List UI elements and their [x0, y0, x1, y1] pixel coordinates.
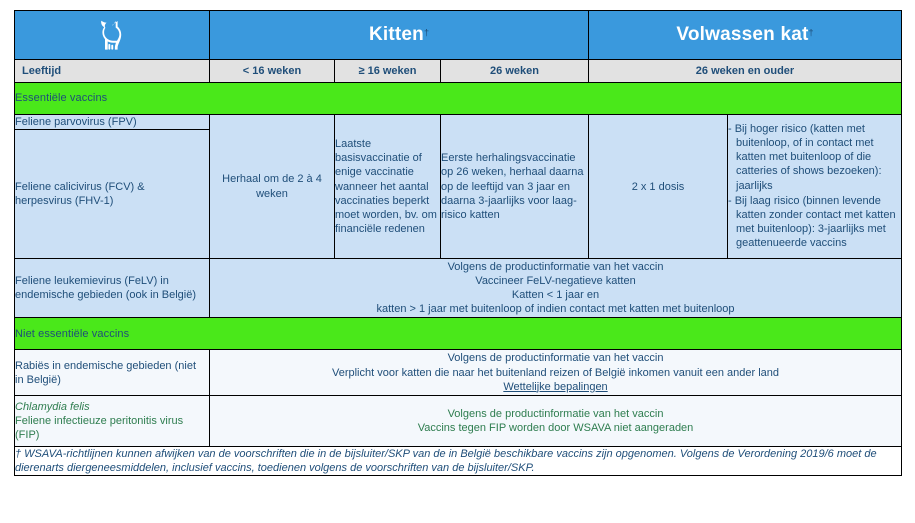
footnote-row	[15, 447, 902, 476]
vaccination-schedule-table	[14, 10, 902, 476]
row-chlamydia-fip-text-line2: Vaccins tegen FIP worden door WSAVA niet aangeraden	[417, 422, 694, 435]
header-adult-cell	[589, 11, 902, 60]
row-chlamydia-fip	[15, 396, 902, 447]
row-chlamydia-fip-text	[210, 396, 902, 447]
row-rabies-text	[210, 350, 902, 396]
row-felv-text	[210, 259, 902, 318]
row-fcv-label-line1: Feliene calicivirus (FCV) &	[15, 181, 145, 193]
row-fpv-label: Feliene parvovirus (FPV)	[15, 115, 210, 130]
header-adult-label: Volwassen kat	[676, 23, 809, 45]
row-fcv-label-line2: herpesvirus (FHV-1)	[15, 195, 114, 208]
row-felv-label-line2: endemische gebieden (ook in België)	[15, 289, 197, 302]
row-fcv-over16: Laatste basisvaccinatie of enige vaccinatie wanneer het aantal vaccinaties beperkt moet worden, bv. om financiële redenen	[335, 115, 441, 259]
row-felv-text-line2: Vaccineer FeLV-negatieve katten	[475, 275, 636, 287]
row-chlamydia-fip-text-line1: Volgens de productinformatie van het vaccin	[447, 408, 664, 420]
row-chlamydia-label-line1: Chlamydia felis	[15, 400, 90, 413]
section-core-row	[15, 83, 902, 115]
header-cat-icon-cell	[15, 11, 210, 60]
header-kitten-dagger: †	[423, 27, 430, 38]
row-rabies-text-line1: Volgens de productinformatie van het vaccin	[447, 352, 664, 365]
row-fcv-label	[15, 130, 210, 259]
row-fip-label-line2: Feliene infectieuze peritonitis virus	[15, 415, 184, 428]
row-felv	[15, 259, 902, 318]
row-fpv	[15, 115, 902, 130]
cat-silhouette-icon	[15, 12, 209, 58]
row-chlamydia-fip-label	[15, 396, 210, 447]
row-fcv-adult-bullets	[728, 115, 902, 259]
subheader-26weken: 26 weken	[441, 60, 589, 83]
row-rabies-text-line2: Verplicht voor katten die naar het buitenland reizen of België inkomen vanuit een ander land	[331, 366, 780, 379]
table-header-row	[15, 11, 902, 60]
section-core-title: Essentiële vaccins	[15, 83, 902, 115]
row-rabies-label-line2: in België)	[15, 373, 61, 386]
section-noncore-row	[15, 318, 902, 350]
section-noncore-title: Niet essentiële vaccins	[15, 318, 902, 350]
row-fcv-26weken: Eerste herhalingsvaccinatie op 26 weken, herhaal daarna op de leeftijd van 3 jaar en daarna 3-jaarlijks voor laag-risico katten	[441, 115, 589, 259]
header-kitten-label: Kitten	[368, 23, 424, 45]
row-felv-text-line1: Volgens de productinformatie van het vaccin	[447, 260, 664, 273]
subheader-over16: ≥ 16 weken	[335, 60, 441, 83]
row-felv-text-line3: Katten < 1 jaar en	[511, 289, 600, 302]
row-fcv-adult-bullet-1: - Bij hoger risico (katten met buitenloop, of in contact met katten met buitenloop of die catteries of shows bezoeken): jaarlijks	[728, 123, 882, 192]
row-fcv-under16: Herhaal om de 2 à 4 weken	[210, 115, 335, 259]
row-rabies-label-line1: Rabiës in endemische gebieden (niet	[15, 359, 197, 372]
row-rabies-legal-link[interactable]: Wettelijke bepalingen	[503, 380, 608, 393]
header-adult-dagger: †	[808, 27, 814, 38]
header-kitten-cell	[210, 11, 589, 60]
row-fcv-adult-bullet-2: - Bij laag risico (binnen levende katten zonder contact met katten met buitenloop): 3-jaarlijks met geattenueerde vaccins	[728, 194, 896, 249]
row-fcv-adult-dose: 2 x 1 dosis	[589, 115, 728, 259]
subheader-age-label: Leeftijd	[15, 60, 210, 83]
age-subheader-row	[15, 60, 902, 83]
row-felv-text-line4: katten > 1 jaar met buitenloop of indien contact met katten met buitenloop	[376, 303, 735, 316]
row-felv-label-line1: Feliene leukemievirus (FeLV) in	[15, 275, 169, 287]
row-rabies-label	[15, 350, 210, 396]
footnote-text: † WSAVA-richtlijnen kunnen afwijken van de voorschriften die in de bijsluiter/SKP van de in België beschikbare vaccins zijn opgenomen. Volgens de Verordening 2019/6 moet de dierenarts diergeneesmiddelen, inclusief vaccins, toedienen volgens de voorschriften van de bijsluiter/SKP.	[15, 447, 902, 476]
row-rabies	[15, 350, 902, 396]
subheader-under16: < 16 weken	[210, 60, 335, 83]
row-fip-label-line3: (FIP)	[15, 429, 40, 442]
subheader-adult: 26 weken en ouder	[589, 60, 902, 83]
row-felv-label	[15, 259, 210, 318]
